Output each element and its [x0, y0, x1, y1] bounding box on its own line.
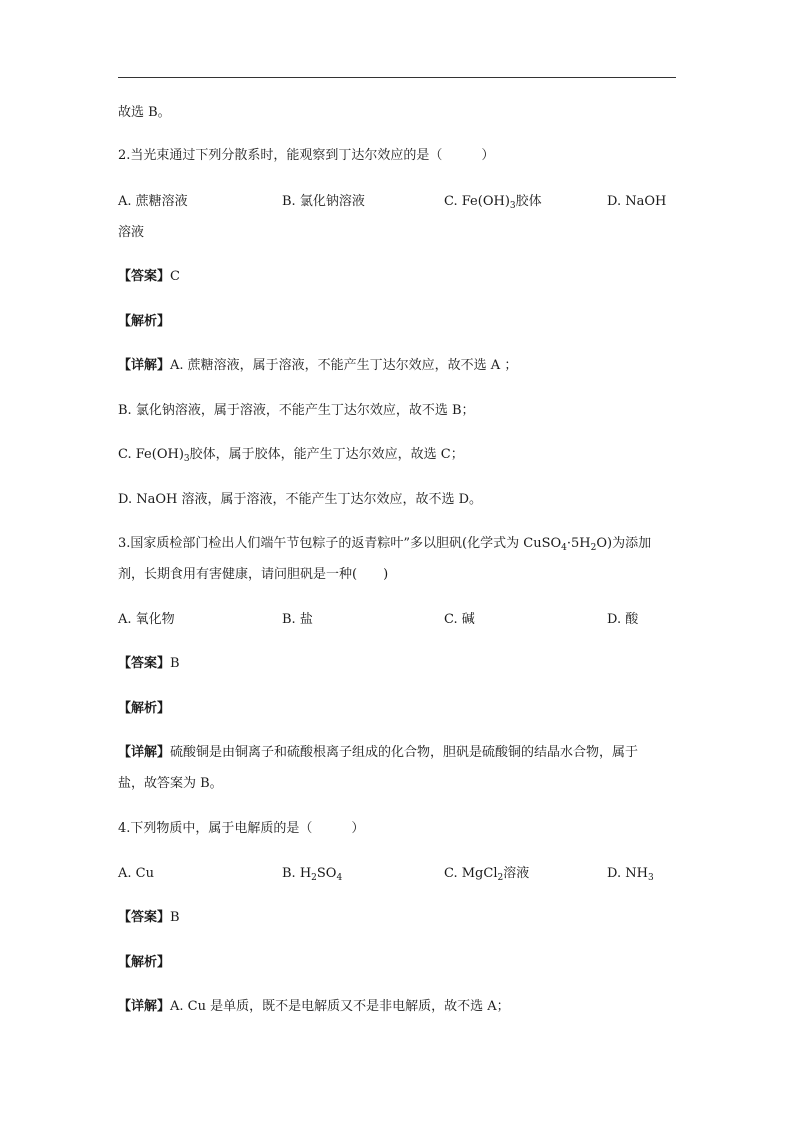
q2-option-b: B. 氯化钠溶液: [282, 194, 365, 209]
q2-detail-b: B. 氯化钠溶液，属于溶液，不能产生丁达尔效应，故不选 B；: [118, 403, 475, 418]
q3-option-a: A. 氧化物: [118, 612, 175, 627]
q3-analysis-label: 【解析】: [118, 701, 171, 716]
q3-detail-line-1: 【详解】硫酸铜是由铜离子和硫酸根离子组成的化合物，胆矾是硫酸铜的结晶水合物，属于: [118, 745, 639, 760]
q2-option-d: D. NaOH: [607, 194, 667, 209]
q3-option-d: D. 酸: [607, 612, 639, 627]
q4-option-c: C. MgCl$_2$溶液: [444, 866, 530, 883]
q2-option-a: A. 蔗糖溶液: [118, 194, 188, 209]
q4-detail-a: 【详解】A. Cu 是单质，既不是电解质又不是非电解质，故不选 A；: [118, 999, 510, 1014]
q4-analysis-label: 【解析】: [118, 955, 171, 970]
header-rule: [118, 77, 676, 78]
question-3-stem-line-1: 3.国家质检部门检出人们端午节包粽子的返青粽叶”多以胆矾(化学式为 $CuSO_4\cdot 5H_2O$)为添加: [118, 536, 652, 553]
previous-conclusion: 故选 B。: [118, 105, 171, 120]
q4-answer: 【答案】B: [118, 910, 180, 925]
q4-option-a: A. Cu: [118, 866, 154, 881]
q4-option-d: D. $NH_3$: [607, 866, 654, 883]
question-4-stem: 4.下列物质中，属于电解质的是（ ）: [118, 821, 365, 836]
q3-option-c: C. 碱: [444, 612, 475, 627]
question-2-stem: 2.当光束通过下列分散系时，能观察到丁达尔效应的是（ ）: [118, 148, 495, 163]
q2-detail-c: C. $Fe(OH)_3$胶体，属于胶体，能产生丁达尔效应，故选 C；: [118, 447, 464, 464]
q2-detail-d: D. NaOH 溶液，属于溶液，不能产生丁达尔效应，故不选 D。: [118, 492, 483, 507]
q2-option-c: C. $Fe(OH)_3$胶体: [444, 194, 542, 211]
question-3-stem-line-2: 剂，长期食用有害健康，请问胆矾是一种( ): [118, 567, 389, 582]
q3-detail-line-2: 盐，故答案为 B。: [118, 776, 223, 791]
q2-answer: 【答案】C: [118, 269, 180, 284]
q3-answer: 【答案】B: [118, 656, 180, 671]
q2-option-d-continued: 溶液: [118, 225, 145, 240]
q3-option-b: B. 盐: [282, 612, 313, 627]
q2-analysis-label: 【解析】: [118, 314, 171, 329]
q2-detail-a: 【详解】A. 蔗糖溶液，属于溶液，不能产生丁达尔效应，故不选 A ；: [118, 358, 518, 373]
q4-option-b: B. $H_2SO_4$: [282, 866, 343, 883]
